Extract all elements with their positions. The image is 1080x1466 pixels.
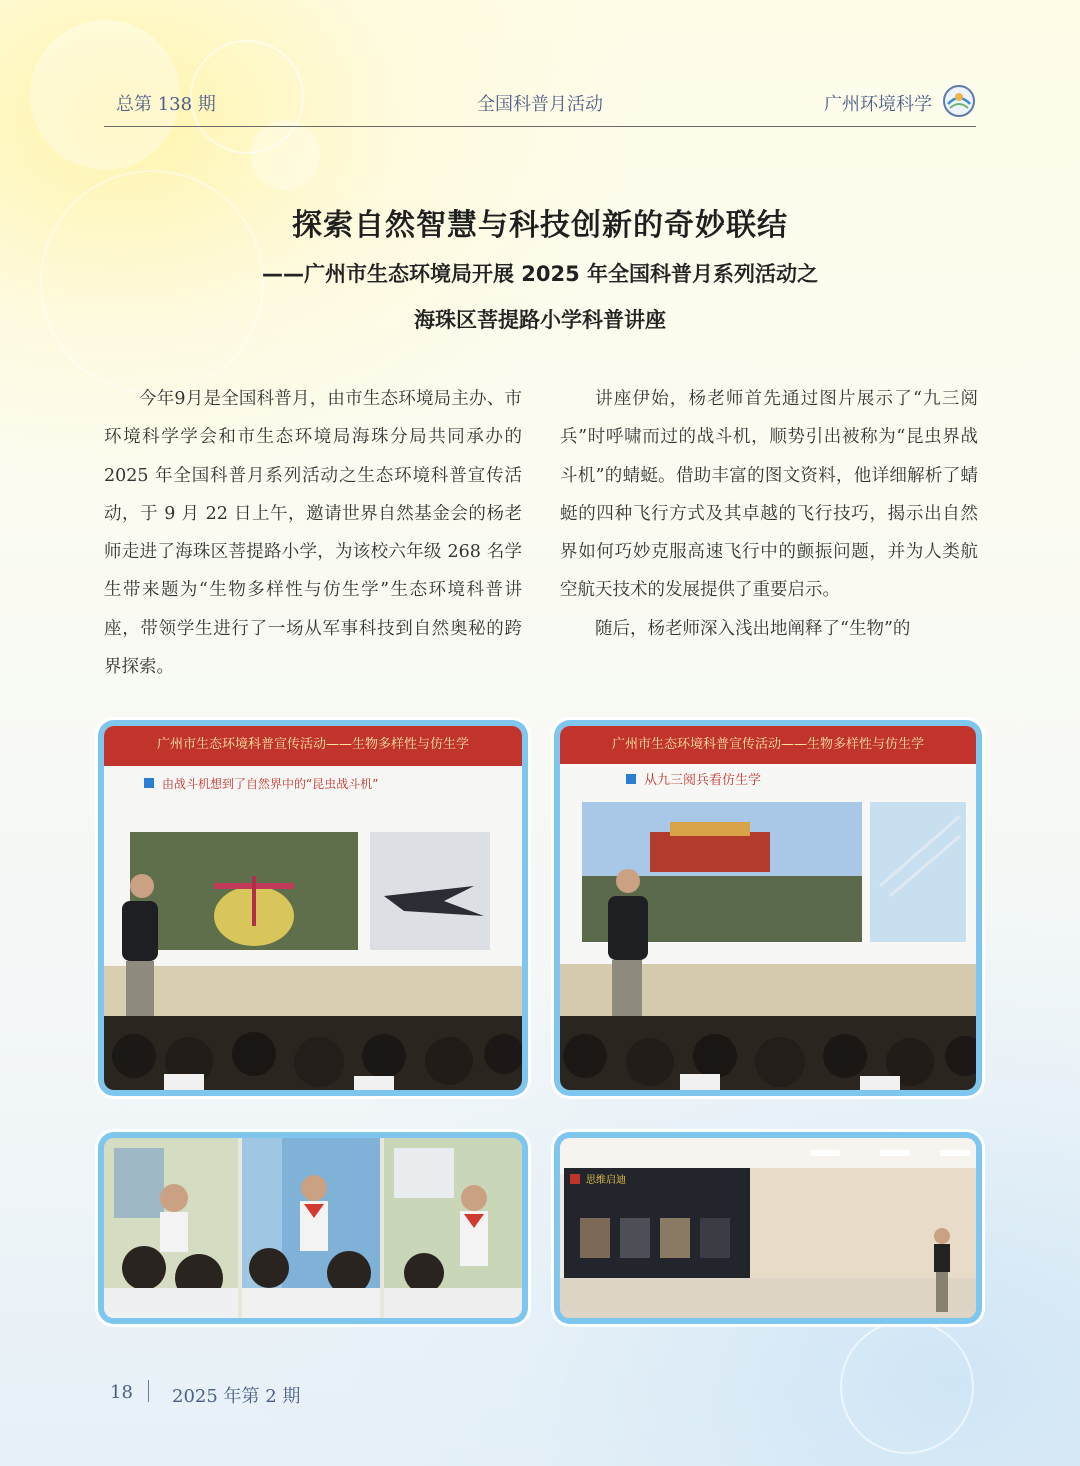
page-number: 18 bbox=[110, 1382, 133, 1403]
photo-students-scene bbox=[104, 1138, 522, 1318]
header-rule bbox=[104, 126, 976, 127]
photo-hall-scene bbox=[560, 1138, 976, 1318]
photo-parade-scene bbox=[560, 726, 976, 1090]
slide-banner-text: 广州市生态环境科普宣传活动——生物多样性与仿生学 bbox=[156, 737, 470, 752]
photo-lecture-hall bbox=[560, 1138, 976, 1318]
total-issue-label: 总第 138 期 bbox=[116, 94, 216, 115]
lecture-paragraph: 讲座伊始，杨老师首先通过图片展示了“九三阅兵”时呼啸而过的战斗机，顺势引出被称为“昆虫界战斗机”的蜻蜓。借助丰富的图文资料，他详细解析了蜻蜓的四种飞行方式及其卓越的飞行技巧，揭示出自然界如何巧妙克服高速飞行中的颤振问题，并为人类航空航天技术的发展提供了重要启示。 bbox=[560, 389, 978, 601]
photo-parade-lecture bbox=[560, 726, 976, 1090]
article-subtitle-line1: ——广州市生态环境局开展 2025 年全国科普月系列活动之 bbox=[261, 262, 819, 286]
journal-name: 广州环境科学 bbox=[824, 94, 932, 115]
slide-banner-text: 广州市生态环境科普宣传活动——生物多样性与仿生学 bbox=[611, 737, 925, 752]
photo-dragonfly-lecture bbox=[104, 726, 522, 1090]
journal-logo-icon bbox=[942, 84, 976, 118]
footer-divider bbox=[148, 1380, 149, 1402]
slide-title-text: 从九三阅兵看仿生学 bbox=[644, 773, 762, 788]
continuation-paragraph: 随后，杨老师深入浅出地阐释了“生物”的 bbox=[595, 618, 911, 639]
section-label: 全国科普月活动 bbox=[477, 94, 603, 115]
intro-paragraph: 今年9月是全国科普月，由市生态环境局主办、市环境科学学会和市生态环境局海珠分局共同承办的 2025 年全国科普月系列活动之生态环境科普宣传活动，于 9 月 22 日上午，邀请世界自然基金会的杨老师走进了海珠区菩提路小学，为该校六年级 268 名学生带来题为“生物多样性与仿生学”生态环境科普讲座，带领学生进行了一场从军事科技到自然奥秘的跨界探索。 bbox=[104, 389, 522, 678]
photo-students-collage bbox=[104, 1138, 522, 1318]
page-header bbox=[104, 90, 976, 120]
issue-label: 2025 年第 2 期 bbox=[172, 1386, 301, 1407]
article-subtitle-line2: 海珠区菩提路小学科普讲座 bbox=[414, 308, 666, 332]
article-title: 探索自然智慧与科技创新的奇妙联结 bbox=[292, 208, 788, 243]
slide-title-text: 思维启迪 bbox=[586, 1175, 626, 1186]
left-column bbox=[104, 380, 522, 686]
photo-dragonfly-scene bbox=[104, 726, 522, 1090]
slide-title-text: 由战斗机想到了自然界中的“昆虫战斗机” bbox=[162, 777, 379, 791]
right-column bbox=[560, 380, 978, 648]
